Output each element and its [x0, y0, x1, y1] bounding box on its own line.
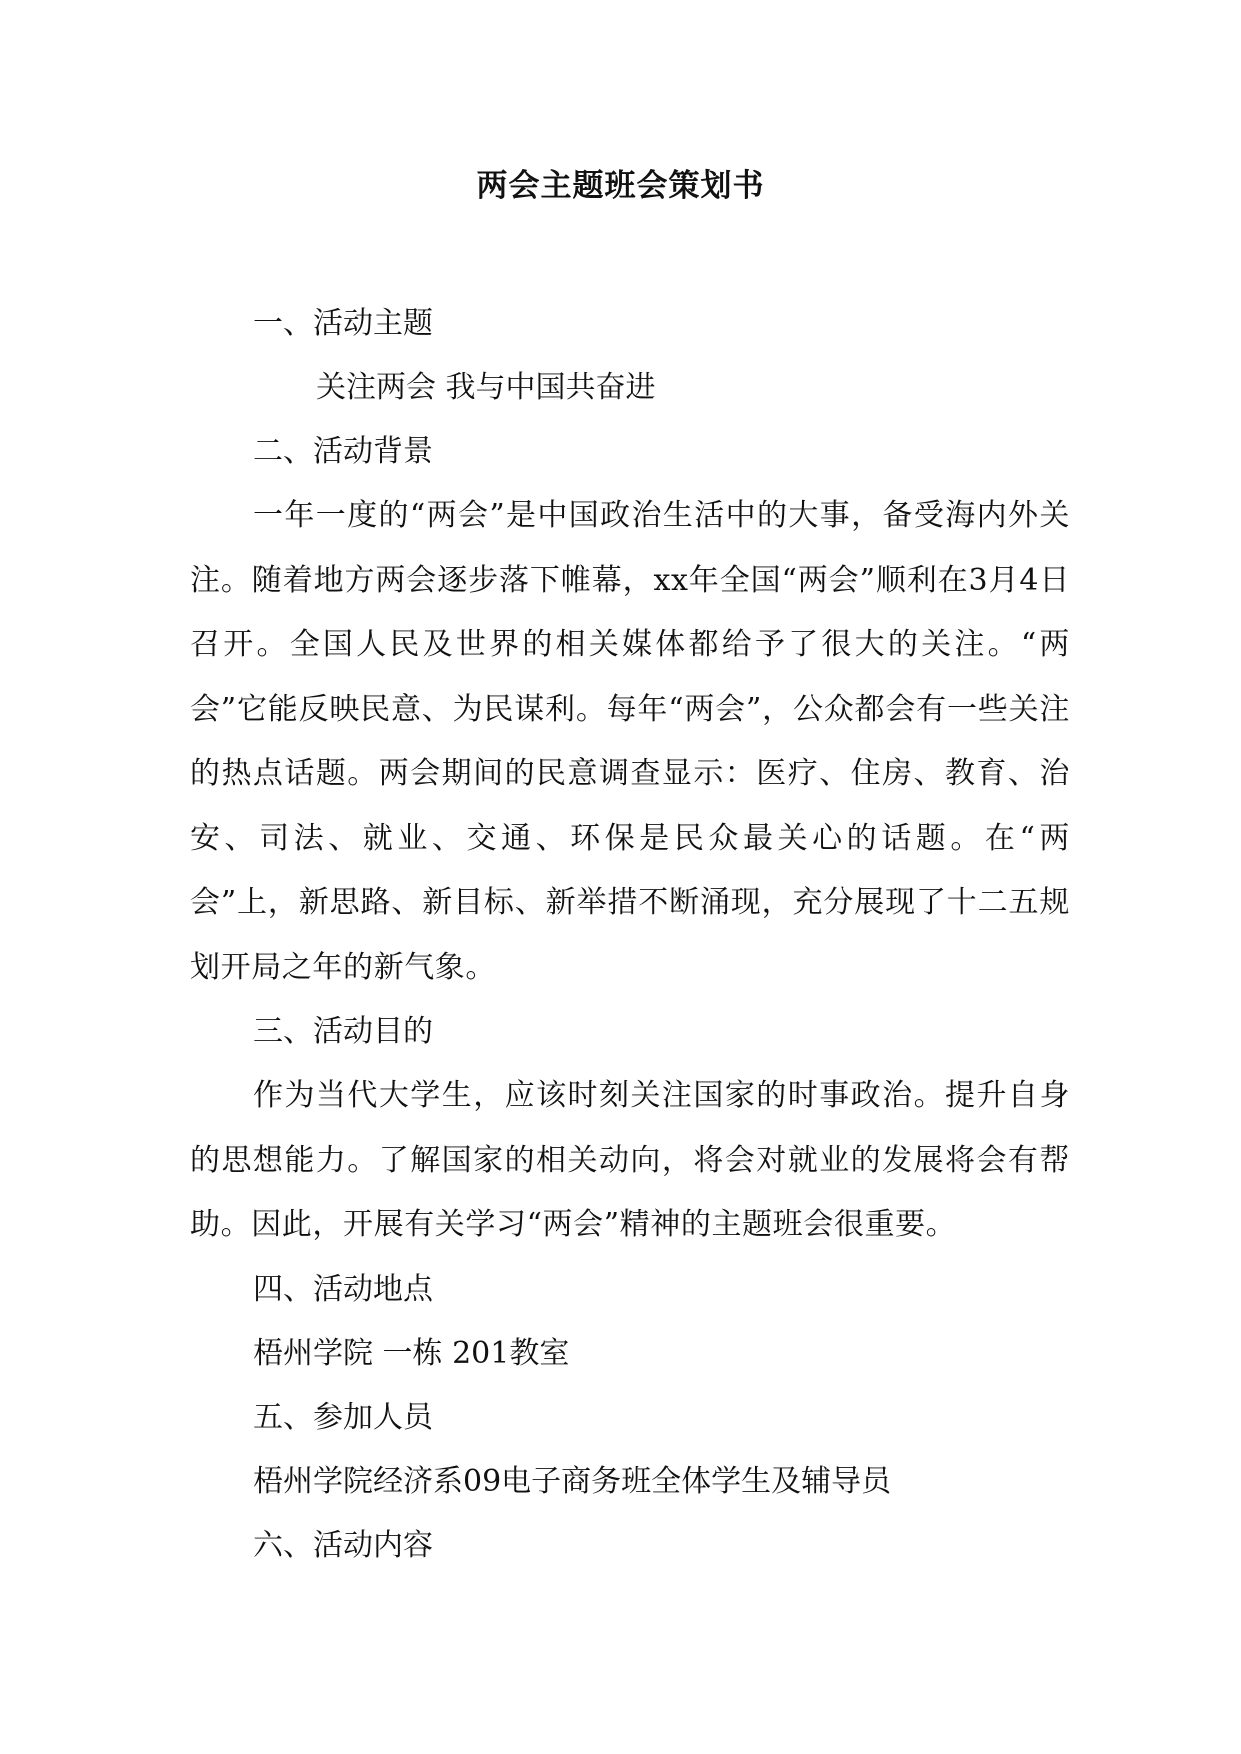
section-3-content: 作为当代大学生，应该时刻关注国家的时事政治。提升自身的思想能力。了解国家的相关动向，将会对就业的发展将会有帮助。因此，开展有关学习“两会”精神的主题班会很重要。 [190, 1078, 1070, 1242]
section-2-heading: 二、活动背景 [253, 434, 433, 469]
section-5-heading: 五、参加人员 [253, 1399, 433, 1435]
section-1-heading: 一、活动主题 [253, 306, 433, 341]
section-6-heading: 六、活动内容 [253, 1527, 433, 1563]
document-body [190, 292, 1070, 1578]
document-title: 两会主题班会策划书 [476, 168, 765, 204]
section-4-heading: 四、活动地点 [253, 1271, 433, 1307]
section-4-content: 梧州学院 一栋 201教室 [253, 1335, 570, 1371]
section-3-heading: 三、活动目的 [253, 1014, 433, 1049]
section-5-content: 梧州学院经济系09电子商务班全体学生及辅导员 [253, 1463, 892, 1499]
section-2-content: 一年一度的“两会”是中国政治生活中的大事，备受海内外关注。随着地方两会逐步落下帷幕，xx年全国“两会”顺利在3月4日召开。全国人民及世界的相关媒体都给予了很大的关注。“两会”它能反映民意、为民谋利。每年“两会”，公众都会有一些关注的热点话题。两会期间的民意调查显示：医疗、住房、教育、治安、司法、就业、交通、环保是民众最关心的话题。在“两会”上，新思路、新目标、新举措不断涌现，充分展现了十二五规划开局之年的新气象。 [190, 498, 1070, 985]
section-1-content: 关注两会 我与中国共奋进 [316, 370, 656, 405]
